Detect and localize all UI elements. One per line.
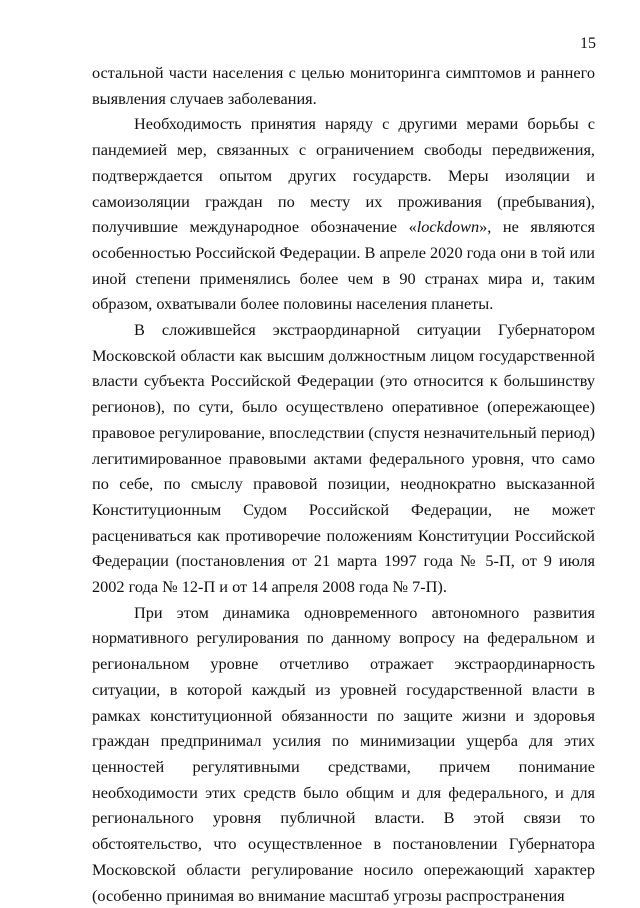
paragraph-regulatory-dynamics: При этом динамика одновременного автономного развития нормативного регулирования по данному вопросу на федеральном и региональном уровне отчетливо отражает экстраординарность ситуации, в которой каждый из уровней государственной власти в рамках конституционной обязанности по защите жизни и здоровья граждан предпринимал усилия по минимизации ущерба для этих ценностей регулятивными средствами, причем понимание необходимости этих средств было общим и для федерального, и для регионального уровня публичной власти. В этой связи то обстоятельство, что осуществленное в постановлении Губернатора Московской области регулирование носило опережающий характер (особенно принимая во внимание масштаб угрозы распространения [92,602,595,905]
paragraph-lockdown-text-before: Необходимость принятия наряду с другими мерами борьбы с пандемией мер, связанных с ограничением свободы передвижения, подтверждается опытом других государств. Меры изоляции и самоизоляции граждан по месту их проживания (пребывания), получившие международное обозначение « [92,114,595,237]
paragraph-governor-regulation: В сложившейся экстраординарной ситуации Губернатором Московской области как высшим должностным лицом государственной власти субъекта Российской Федерации (это относится к большинству регионов), по сути, было осуществлено оперативное (опережающее) правовое регулирование, впоследствии (спустя незначительный период) легитимированное правовыми актами федерального уровня, что само по себе, по смыслу правовой позиции, неоднократно высказанной Конституционным Судом Российской Федерации, не может расцениваться как противоречие положениям Конституции Российской Федерации (постановления от 21 марта 1997 года № 5-П, от 9 июля 2002 года № 12-П и от 14 апреля 2008 года № 7-П). [92,320,595,597]
page-number: 15 [580,35,596,52]
document-body [92,60,595,908]
paragraph-lockdown-text-after: », не являются особенностью Российской Федерации. В апреле 2020 года они в той или иной степени применялись более чем в 90 странах мира и, таким образом, охватывали более половины населения планеты. [92,217,595,314]
lockdown-term: lockdown [416,217,480,237]
paragraph-lockdown [92,111,595,317]
paragraph-continuation: остальной части населения с целью мониторинга симптомов и раннего выявления случаев заболевания. [92,63,595,108]
